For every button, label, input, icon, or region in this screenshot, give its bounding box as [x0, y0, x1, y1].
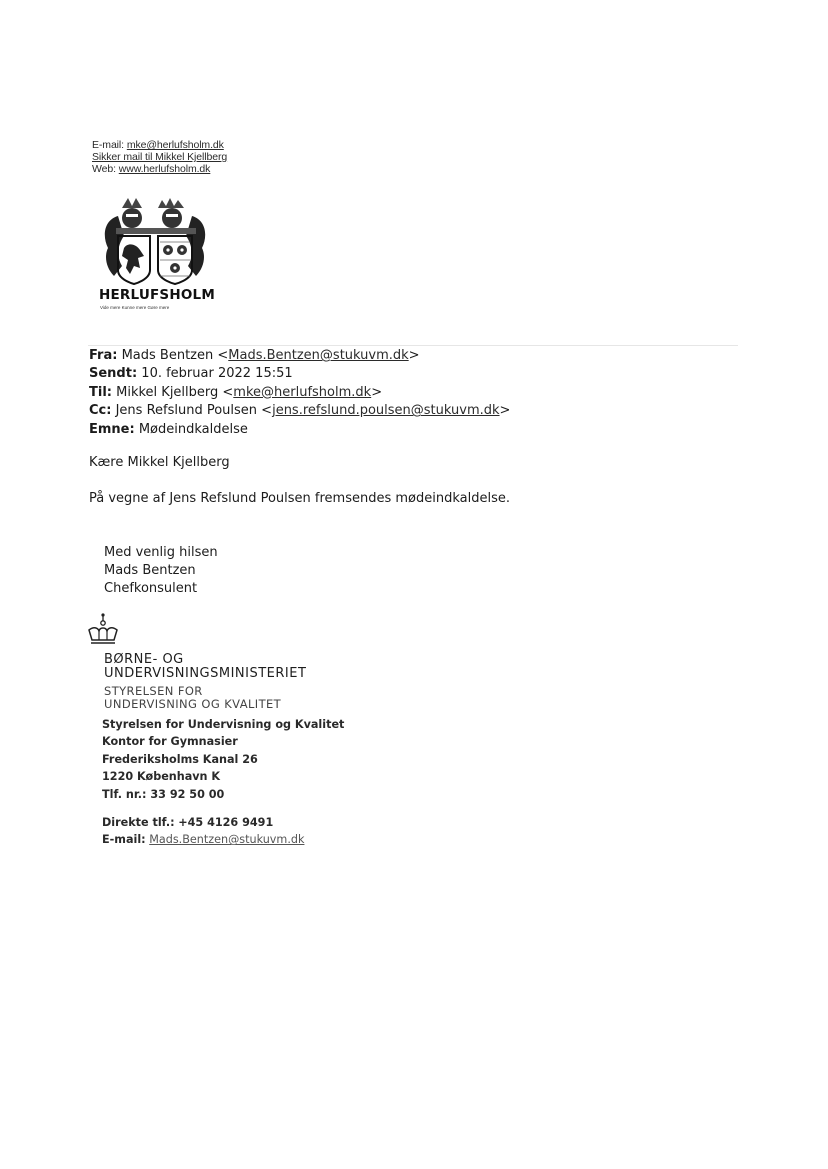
- to-row: Til: Mikkel Kjellberg <mke@herlufsholm.dk>: [89, 384, 383, 400]
- signoff-block: [104, 544, 218, 598]
- ministry-line1: BØRNE- OG: [104, 652, 184, 667]
- subject-row: [89, 421, 510, 439]
- cc-label: Cc:: [89, 403, 112, 419]
- address-line: Styrelsen for Undervisning og Kvalitet: [102, 718, 345, 731]
- top-contact-block: [92, 139, 227, 175]
- direct-phone-row: [102, 814, 304, 831]
- cc-row: Cc: Jens Refslund Poulsen <jens.refslund.poulsen@stukuvm.dk>: [89, 403, 511, 419]
- sent-date: 10. februar 2022 15:51: [141, 366, 293, 382]
- closing: Med venlig hilsen: [104, 545, 218, 560]
- web-label: Web:: [92, 163, 116, 175]
- from-label: Fra:: [89, 348, 118, 363]
- crown-icon: [86, 612, 120, 646]
- sent-label: Sendt:: [89, 366, 138, 382]
- direct-phone-label: Direkte tlf.:: [102, 816, 175, 829]
- herlufsholm-wordmark: HERLUFSHOLM: [99, 287, 215, 303]
- address-line: 1220 København K: [102, 770, 221, 784]
- herlufsholm-crest-icon: [100, 196, 210, 288]
- secure-mail-link[interactable]: Sikker mail til Mikkel Kjellberg: [92, 151, 228, 163]
- sender-email-label: E-mail:: [102, 833, 146, 847]
- address-line: Tlf. nr.: 33 92 50 00: [102, 787, 225, 801]
- ministry-line2: UNDERVISNINGSMINISTERIET: [104, 666, 307, 681]
- sender-email-row: [102, 831, 304, 848]
- cc-name: Jens Refslund Poulsen: [115, 403, 258, 419]
- cc-email-link[interactable]: jens.refslund.poulsen@stukuvm.dk: [272, 403, 500, 419]
- agency-line2: UNDERVISNING OG KVALITET: [104, 696, 282, 711]
- sender-name: Mads Bentzen: [104, 563, 196, 578]
- top-email-label: E-mail:: [92, 139, 124, 151]
- top-email-link[interactable]: mke@herlufsholm.dk: [126, 139, 224, 151]
- header-separator: [88, 345, 738, 346]
- to-name: Mikkel Kjellberg: [116, 384, 219, 400]
- sender-email-link[interactable]: Mads.Bentzen@stukuvm.dk: [149, 833, 305, 847]
- agency-line1: STYRELSEN FOR: [104, 684, 203, 698]
- sent-row: [89, 365, 510, 383]
- web-row: [92, 163, 227, 175]
- greeting: Kære Mikkel Kjellberg: [89, 455, 230, 470]
- address-line: Frederiksholms Kanal 26: [102, 752, 258, 766]
- to-label: Til:: [89, 384, 112, 400]
- from-email-link[interactable]: Mads.Bentzen@stukuvm.dk: [228, 348, 409, 363]
- direct-phone: +45 4126 9491: [178, 816, 274, 829]
- to-email-link[interactable]: mke@herlufsholm.dk: [233, 384, 372, 400]
- herlufsholm-tagline: Vide mere Kunne mere Gøre mere: [100, 305, 170, 310]
- sender-title: Chefkonsulent: [104, 581, 198, 596]
- body-text: På vegne af Jens Refslund Poulsen fremsendes mødeindkaldelse.: [89, 491, 510, 506]
- from-name: Mads Bentzen: [121, 348, 214, 363]
- address-line: Kontor for Gymnasier: [102, 735, 238, 749]
- top-email-row: [92, 139, 227, 151]
- sender-contact: [102, 814, 304, 849]
- subject-label: Emne:: [89, 421, 135, 437]
- email-header: [89, 347, 510, 439]
- web-link[interactable]: www.herlufsholm.dk: [118, 163, 211, 175]
- address-block: [102, 716, 344, 803]
- from-row: Fra: Mads Bentzen <Mads.Bentzen@stukuvm.dk>: [89, 348, 420, 363]
- subject-text: Mødeindkaldelse: [138, 421, 248, 437]
- ministry-name: [104, 653, 306, 681]
- agency-name: [104, 685, 281, 710]
